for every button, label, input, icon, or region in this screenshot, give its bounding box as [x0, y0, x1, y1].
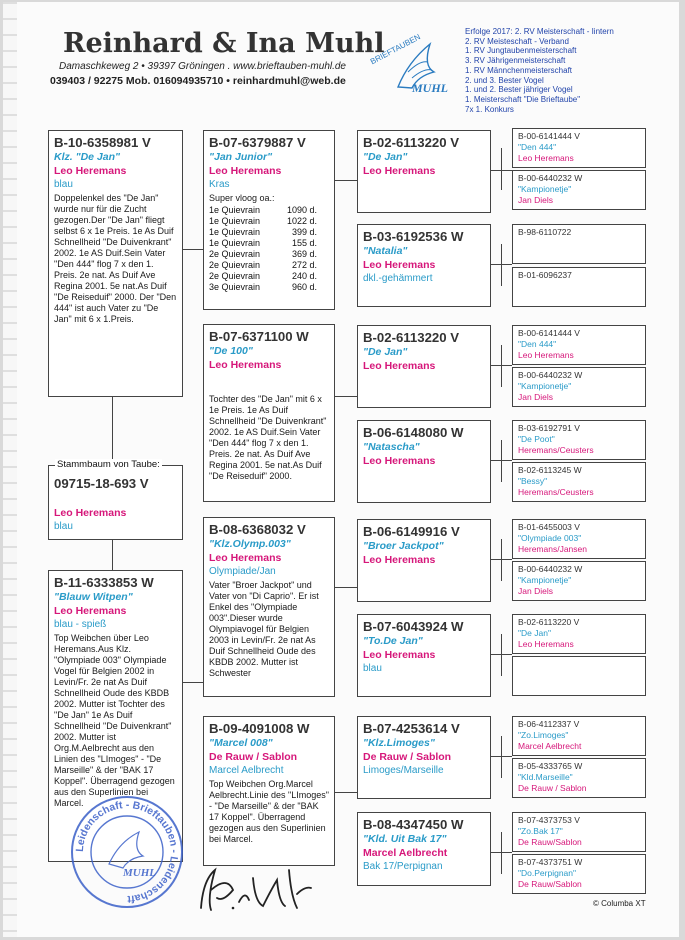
race-name: 1e Quievrain [209, 227, 261, 237]
race-name: 2e Quievrain [209, 249, 261, 259]
gen4-ring: B-01-6455003 V [518, 522, 580, 532]
gen2-ring: B-08-6368032 V [209, 522, 306, 537]
race-result-row [209, 260, 329, 271]
gen4-owner: Leo Heremans [518, 153, 574, 163]
gen4-name: "De Jan" [518, 628, 551, 638]
race-result-row [209, 282, 329, 293]
gen4-card [512, 561, 646, 601]
gen3-name: "To.De Jan" [363, 635, 423, 647]
gen4-owner: Heremans/Ceusters [518, 487, 594, 497]
gen2-owner: Leo Heremans [209, 165, 282, 177]
breeder-address: Damaschkeweg 2 • 39397 Gröningen . www.brieftauben-muhl.de [59, 61, 346, 72]
gen3-ring: B-07-4253614 V [363, 721, 460, 736]
gen4-card [512, 420, 646, 460]
binder-holes [3, 2, 17, 937]
subject-ring: 09715-18-693 V [54, 476, 149, 491]
gen3-name: "Broer Jackpot" [363, 540, 444, 552]
gen4-name: "Do.Perpignan" [518, 868, 577, 878]
race-result-row [209, 271, 329, 282]
gen3-card [357, 812, 491, 886]
gen4-card [512, 519, 646, 559]
gen2-info: Tochter des "De Jan" mit 6 x 1e Preis. 1e As Duif Schnellheid "De Duivenkrant" 2002. 1e AS Duif.Sein Vater "Den 444" flog 7 x den 1. Preis. 2e nat. As Duif Ave Regina 2001. 5e nat.As Duif "De Reiseduif" 2000. [209, 394, 327, 481]
mother-owner: Leo Heremans [54, 605, 127, 617]
race-competitors: 240 d. [291, 271, 317, 281]
gen2-intro: Super vloog oa.: [209, 193, 275, 203]
success-item: 1. Meisterschaft "Die Brieftaube" [465, 94, 581, 104]
gen4-card [512, 224, 646, 264]
race-competitors: 1090 d. [287, 205, 318, 215]
gen4-owner: De Rauw/Sablon [518, 879, 582, 889]
gen3-name: "Kld. Uit Bak 17" [363, 833, 447, 845]
mother-ring: B-11-6333853 W [54, 575, 154, 590]
subject-label: Stammbaum von Taube: [57, 459, 160, 470]
race-name: 1e Quievrain [209, 216, 261, 226]
gen4-ring: B-00-6440232 W [518, 173, 583, 183]
gen2-ring: B-07-6379887 V [209, 135, 306, 150]
gen3-ring: B-02-6113220 V [363, 135, 460, 150]
gen2-name: "Marcel 008" [209, 737, 273, 749]
race-competitors: 399 d. [291, 227, 317, 237]
gen4-card [512, 716, 646, 756]
gen3-color: dkl.-gehämmert [363, 273, 433, 284]
gen4-name: "De Poot" [518, 434, 555, 444]
breeder-contact: 039403 / 92275 Mob. 016094935710 • reinhardmuhl@web.de [50, 75, 346, 87]
gen2-name: "Klz.Olymp.003" [209, 538, 291, 550]
gen4-ring: B-06-4112337 V [518, 719, 580, 729]
gen3-name: "Klz.Limoges" [363, 737, 435, 749]
pedigree-sheet [3, 2, 679, 937]
gen2-color: Marcel Aelbrecht [209, 765, 284, 776]
gen3-card [357, 519, 491, 602]
mother-color: blau - spieß [54, 619, 107, 630]
gen4-ring: B-02-6113220 V [518, 617, 580, 627]
gen3-card [357, 130, 491, 213]
gen4-name: "Kampionetje" [518, 575, 572, 585]
gen3-owner: Leo Heremans [363, 360, 436, 372]
successes-list [465, 27, 675, 114]
svg-text:BRIEFTAUBEN: BRIEFTAUBEN [368, 32, 422, 67]
gen3-card [357, 420, 491, 503]
gen4-card [512, 267, 646, 307]
gen3-owner: Leo Heremans [363, 455, 436, 467]
breeder-stamp [67, 792, 187, 912]
race-result-row [209, 249, 329, 260]
gen4-owner: De Rauw / Sablon [518, 783, 587, 793]
race-competitors: 369 d. [291, 249, 317, 259]
gen4-card [512, 758, 646, 798]
gen3-color: Bak 17/Perpignan [363, 861, 443, 872]
gen4-ring: B-05-4333765 W [518, 761, 583, 771]
gen2-card [203, 324, 335, 502]
race-results [209, 205, 329, 293]
race-name: 1e Quievrain [209, 205, 261, 215]
race-result-row [209, 216, 329, 227]
gen4-ring: B-07-4373753 V [518, 815, 580, 825]
gen2-color: Kras [209, 179, 230, 190]
gen4-card [512, 367, 646, 407]
gen4-owner: Jan Diels [518, 195, 553, 205]
race-result-row [209, 238, 329, 249]
gen2-info: Top Weibchen Org.Marcel Aelbrecht.Linie des "LImoges" - "De Marseille" & der "BAK 17 Koppel". Überragend gezogen aus den Superlinien bei Marcel. [209, 779, 329, 844]
race-name: 1e Quievrain [209, 238, 261, 248]
father-info: Doppelenkel des "De Jan" wurde nur für die Zucht gezogen.Der "De Jan" fliegt selbst 6 x 1e Preis. 1e As Duif Schnellheid "De Duivenkrant" 2002. 1e AS Duif.Sein Vater "Den 444" flog 7 x den 1. Preis. 2e nat. As Duif Ave Regina 2001. 5e nat.As Duif "De Reiseduif" 2000. Der "Den 444" ist auch Vater zu "De Jan" mit 6 x 1.Preis. [54, 193, 177, 324]
success-item: 7x 1. Konkurs [465, 104, 514, 114]
race-result-row [209, 205, 329, 216]
gen4-owner: De Rauw/Sablon [518, 837, 582, 847]
gen3-name: "De Jan" [363, 346, 408, 358]
mother-name: "Blauw Witpen" [54, 591, 133, 603]
father-card [48, 130, 183, 397]
gen3-owner: Leo Heremans [363, 165, 436, 177]
gen3-ring: B-07-6043924 W [363, 619, 464, 634]
gen4-name: "Zo.Limoges" [518, 730, 569, 740]
success-item: 1. RV Männchenmeisterschaft [465, 65, 573, 75]
gen4-name: "Kampionetje" [518, 184, 572, 194]
father-owner: Leo Heremans [54, 165, 127, 177]
gen4-card [512, 128, 646, 168]
subject-color: blau [54, 521, 73, 532]
gen2-owner: De Rauw / Sablon [209, 751, 298, 763]
success-item: 2. und 3. Bester Vogel [465, 75, 544, 85]
gen4-name: "Den 444" [518, 142, 557, 152]
gen4-owner: Heremans/Jansen [518, 544, 587, 554]
gen3-owner: Marcel Aelbrecht [363, 847, 448, 859]
gen4-ring: B-00-6141444 V [518, 131, 580, 141]
gen2-card [203, 130, 335, 310]
svg-text:Leidenschaft - Brieftauben - L: Leidenschaft - Brieftauben - Leidenschaft [73, 798, 181, 906]
gen4-ring: B-00-6440232 W [518, 370, 583, 380]
gen4-owner: Leo Heremans [518, 350, 574, 360]
gen2-card [203, 517, 335, 697]
gen4-name: "Den 444" [518, 339, 557, 349]
gen3-ring: B-06-6148080 W [363, 425, 464, 440]
gen3-card [357, 716, 491, 799]
gen3-ring: B-02-6113220 V [363, 330, 460, 345]
father-ring: B-10-6358981 V [54, 135, 151, 150]
gen2-owner: Leo Heremans [209, 552, 282, 564]
pigeon-logo-icon [368, 32, 458, 102]
gen3-name: "Natalia" [363, 245, 408, 257]
gen3-color: Limoges/Marseille [363, 765, 444, 776]
race-competitors: 155 d. [291, 238, 317, 248]
mother-info: Top Weibchen über Leo Heremans.Aus Klz. "Olympiade 003" Olympiade Vogel für Belgien 2002 in Levin/Fr. 2e nat As Duif Schnellheid Oude des KBDB 2002. Mutter ist Tochter des "De Jan" 1e As Duif Schnellheid "De Duivenkrant" 2002. Mutter ist Org.M.Aelbrecht aus den Linien des "LImoges" - "De Marseille" & der "BAK 17 Koppel". Überragend gezogen aus den Superlinien bei Marcel. [54, 633, 175, 808]
gen3-card [357, 325, 491, 408]
race-competitors: 272 d. [291, 260, 317, 270]
gen4-owner: Jan Diels [518, 392, 553, 402]
gen4-ring: B-02-6113245 W [518, 465, 582, 475]
svg-text:MUHL: MUHL [412, 81, 448, 95]
gen4-ring: B-07-4373751 W [518, 857, 583, 867]
success-item: 3. RV Jährigenmeisterschaft [465, 56, 566, 66]
gen3-owner: Leo Heremans [363, 259, 436, 271]
gen3-card [357, 224, 491, 307]
gen3-card [357, 614, 491, 697]
copyright: © Columba XT [593, 899, 646, 908]
race-name: 3e Quievrain [209, 282, 261, 292]
gen2-name: "Jan Junior" [209, 151, 273, 163]
gen4-card [512, 614, 646, 654]
gen3-ring: B-06-6149916 V [363, 524, 460, 539]
gen2-info: Vater "Broer Jackpot" und Vater von "Di Caprio". Er ist Enkel des "Olympiade 003".Dieser wurde Olympiavogel für Belgien 2003 in Levin/Fr. 2e nat As Duif Schnellheid Oude des KBDB 2002. Mutter ist Schwester [209, 580, 319, 678]
race-name: 2e Quievrain [209, 271, 261, 281]
svg-text:MUHL: MUHL [123, 867, 156, 879]
race-competitors: 960 d. [291, 282, 317, 292]
gen4-owner: Leo Heremans [518, 639, 574, 649]
gen4-ring: B-00-6141444 V [518, 328, 580, 338]
gen3-owner: Leo Heremans [363, 554, 436, 566]
gen4-owner: Jan Diels [518, 586, 553, 596]
breeder-name: Reinhard & Ina Muhl [63, 28, 385, 59]
gen3-owner: De Rauw / Sablon [363, 751, 452, 763]
gen4-name: "Olympiade 003" [518, 533, 582, 543]
gen4-owner: Marcel Aelbrecht [518, 741, 582, 751]
subject-card [48, 465, 183, 540]
gen4-card [512, 325, 646, 365]
success-item: 1. und 2. Bester jähriger Vogel [465, 85, 573, 95]
gen4-ring: B-00-6440232 W [518, 564, 583, 574]
race-name: 2e Quievrain [209, 260, 261, 270]
gen2-owner: Leo Heremans [209, 359, 282, 371]
gen4-name: "Kampionetje" [518, 381, 572, 391]
gen3-ring: B-08-4347450 W [363, 817, 464, 832]
gen4-ring: B-03-6192791 V [518, 423, 580, 433]
gen3-owner: Leo Heremans [363, 649, 436, 661]
gen3-ring: B-03-6192536 W [363, 229, 464, 244]
success-item: 2. RV Meisteschaft - Verband [465, 36, 569, 46]
gen2-ring: B-07-6371100 W [209, 329, 309, 344]
gen4-ring: B-98-6110722 [518, 227, 572, 237]
success-item: Erfolge 2017: 2. RV Meisterschaft - Iintern [465, 27, 614, 36]
gen3-name: "De Jan" [363, 151, 408, 163]
gen4-card [512, 812, 646, 852]
gen4-name: "Zo.Bak 17" [518, 826, 563, 836]
gen3-color: blau [363, 663, 382, 674]
race-competitors: 1022 d. [287, 216, 318, 226]
gen2-ring: B-09-4091008 W [209, 721, 310, 736]
subject-owner: Leo Heremans [54, 507, 127, 519]
gen4-card [512, 170, 646, 210]
gen2-name: "De 100" [209, 345, 253, 357]
success-item: 1. RV Jungtaubenmeisterschaft [465, 46, 577, 56]
gen2-color: Olympiade/Jan [209, 566, 276, 577]
gen4-card [512, 656, 646, 696]
father-name: Klz. "De Jan" [54, 151, 120, 163]
gen4-card [512, 462, 646, 502]
signature [193, 850, 323, 920]
father-color: blau [54, 179, 73, 190]
gen3-name: "Natascha" [363, 441, 420, 453]
gen4-owner: Heremans/Ceusters [518, 445, 594, 455]
gen4-name: "Kld.Marseille" [518, 772, 573, 782]
gen4-ring: B-01-6096237 [518, 270, 572, 280]
race-result-row [209, 227, 329, 238]
gen4-card [512, 854, 646, 894]
gen2-card [203, 716, 335, 866]
gen4-name: "Bessy" [518, 476, 548, 486]
